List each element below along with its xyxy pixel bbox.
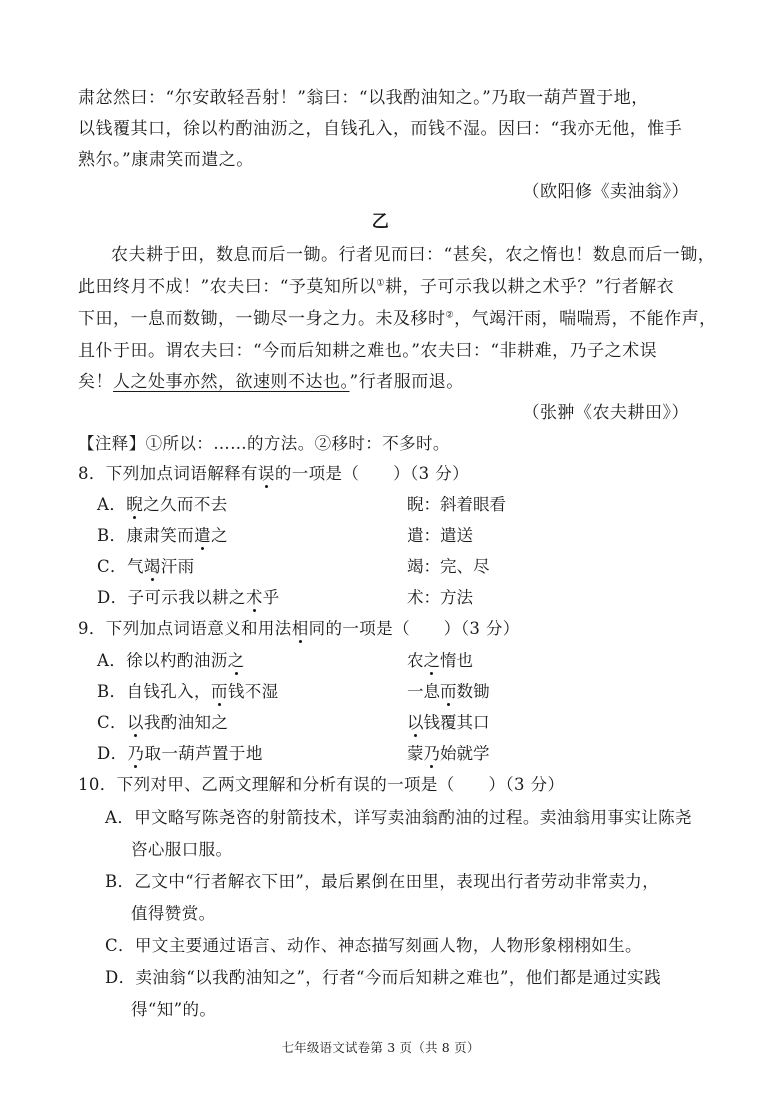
option-letter: B． <box>97 526 127 545</box>
q9-option-d-compare <box>407 746 490 763</box>
option-dotted-word: 遣 <box>194 526 211 545</box>
option-text-b: 之久而不去 <box>143 495 228 514</box>
q9-stem-a: 9．下列加点词语意义和用法 <box>78 619 292 638</box>
annotation-notes: 【注释】①所以：……的方法。②移时：不多时。 <box>78 434 450 453</box>
q9-option-d[interactable] <box>97 746 263 763</box>
compare-dotted-word: 之 <box>423 651 440 670</box>
yi-title: 乙 <box>371 212 390 232</box>
yi-text-line-5 <box>78 374 464 391</box>
option-letter: C． <box>97 557 127 576</box>
option-text-a: 子可示我以耕之 <box>127 588 246 607</box>
option-text-a: 自钱孔入， <box>126 682 211 701</box>
compare-dotted-word: 乃 <box>423 744 440 763</box>
option-dotted-word: 术 <box>245 588 263 607</box>
option-text-a: 徐以杓酌油沥 <box>126 651 228 670</box>
q9-option-a-compare <box>407 653 473 670</box>
compare-dotted-word: 而 <box>440 682 457 701</box>
q9-stem-b: 同的一项是（ ）（3 分） <box>308 619 520 638</box>
q9-stem <box>78 621 520 638</box>
compare-text-b: 始就学 <box>440 744 490 763</box>
yi-text-line-4: 且仆于田。谓农夫曰：“今而后知耕之难也。”农夫曰：“非耕难，乃子之术误 <box>78 341 658 361</box>
option-letter: A． <box>97 651 127 670</box>
q8-option-d[interactable] <box>97 590 280 607</box>
q8-stem-dot: 误 <box>257 464 275 483</box>
yi-text-line-2-main: 此田终月不成！”农夫曰：“予莫知所以 <box>78 277 377 297</box>
yi-underlined-sentence: 人之处事亦然，欲速则不达也。 <box>113 372 350 392</box>
option-text-b: 我酌油知之 <box>143 713 229 732</box>
jia-text-line-1: 肃忿然曰：“尔安敢轻吾射！”翁曰：“以我酌油知之。”乃取一葫芦置于地， <box>78 88 649 108</box>
option-text-b: 汗雨 <box>160 557 195 576</box>
compare-text-a: 农 <box>407 651 424 670</box>
q10-stem: 10．下列对甲、乙两文理解和分析有误的一项是（ ）（3 分） <box>78 775 565 794</box>
q10-option-b[interactable]: B．乙文中“行者解衣下田”，最后累倒在田里，表现出行者劳动非常卖力， <box>105 872 660 891</box>
q8-stem-a: 8．下列加点词语解释有 <box>78 464 258 483</box>
option-dotted-word: 以 <box>126 713 144 732</box>
option-text-b: 之 <box>210 526 228 545</box>
compare-text-b: 钱覆其口 <box>423 713 490 732</box>
option-dotted-word: 乃 <box>127 744 145 763</box>
option-text-b: 乎 <box>262 588 280 607</box>
q9-stem-dot: 相 <box>291 619 309 638</box>
footnote-marker-2: ② <box>445 310 455 321</box>
yi-text-line-2 <box>78 279 674 296</box>
option-text-b: 钱不湿 <box>227 682 279 701</box>
q10-option-d-cont: 得“知”的。 <box>131 1000 217 1019</box>
jia-text-line-3: 熟尔。”康肃笑而遣之。 <box>78 150 254 170</box>
option-dotted-word: 竭 <box>143 557 161 576</box>
yi-source: （张翀《农夫耕田》） <box>522 403 689 423</box>
jia-text-line-2: 以钱覆其口，徐以杓酌油沥之，自钱孔入，而钱不湿。因曰：“我亦无他，惟手 <box>78 119 683 139</box>
footnote-marker-1: ① <box>376 278 385 289</box>
option-text-a: 气 <box>126 557 144 576</box>
yi-text-line-3-main: 下田，一息而数锄，一锄尽一身之力。未及移时 <box>78 309 446 329</box>
q8-option-d-explanation: 术：方法 <box>407 588 473 607</box>
yi-text-line-3-rest: ，气竭汗雨，喘喘焉，不能作声， <box>454 309 717 329</box>
compare-dotted-word: 以 <box>407 713 424 732</box>
option-text-a: 康肃笑而 <box>126 526 195 545</box>
q8-option-c-explanation: 竭：完、尽 <box>407 557 490 576</box>
q9-option-c-compare <box>407 715 490 732</box>
yi-text-line-1: 农夫耕于田，数息而后一锄。行者见而曰：“甚矣，农之惰也！数息而后一锄， <box>111 245 716 265</box>
compare-text-a: 蒙 <box>407 744 424 763</box>
option-dotted-word: 之 <box>227 651 245 670</box>
yi-text-line-5-b: ”行者服而退。 <box>349 372 464 392</box>
option-letter: D． <box>97 744 128 763</box>
q8-option-a-explanation: 睨：斜着眼看 <box>407 495 506 514</box>
yi-text-line-5-a: 矣！ <box>78 372 113 392</box>
jia-source: （欧阳修《卖油翁》） <box>522 182 689 202</box>
option-letter: A． <box>97 495 127 514</box>
q10-option-c[interactable]: C．甲文主要通过语言、动作、神态描写刻画人物，人物形象栩栩如生。 <box>105 936 642 955</box>
compare-text-b: 惰也 <box>440 651 473 670</box>
option-letter: C． <box>97 713 127 732</box>
compare-text-b: 数锄 <box>456 682 490 701</box>
q8-option-a[interactable] <box>97 497 228 514</box>
option-letter: D． <box>97 588 128 607</box>
option-letter: B． <box>97 682 127 701</box>
q8-stem-b: 的一项是（ ）（3 分） <box>274 464 470 483</box>
q8-stem <box>78 466 469 483</box>
q9-option-b[interactable] <box>97 684 279 701</box>
compare-text-a: 一息 <box>407 682 440 701</box>
q9-option-a[interactable] <box>97 653 245 670</box>
q10-option-a-cont: 咨心服口服。 <box>131 840 233 859</box>
q10-option-d[interactable]: D．卖油翁“以我酌油知之”，行者“今而后知耕之难也”，他们都是通过实践 <box>105 968 661 987</box>
q8-option-b[interactable] <box>97 528 228 545</box>
option-dotted-word: 睨 <box>126 495 144 514</box>
page-footer: 七年级语文试卷第 3 页（共 8 页） <box>281 1040 480 1055</box>
q10-option-a[interactable]: A．甲文略写陈尧咨的射箭技术，详写卖油翁酌油的过程。卖油翁用事实让陈尧 <box>105 808 692 827</box>
q9-option-c[interactable] <box>97 715 228 732</box>
q9-option-b-compare <box>407 684 490 701</box>
option-text-b: 取一葫芦置于地 <box>144 744 263 763</box>
q10-option-b-cont: 值得赞赏。 <box>131 904 216 923</box>
yi-text-line-3 <box>78 311 717 328</box>
q8-option-c[interactable] <box>97 559 195 576</box>
q8-option-b-explanation: 遣：遣送 <box>407 526 473 545</box>
option-dotted-word: 而 <box>210 682 228 701</box>
yi-text-line-2-rest: 耕，子可示我以耕之术乎？”行者解衣 <box>384 277 675 297</box>
